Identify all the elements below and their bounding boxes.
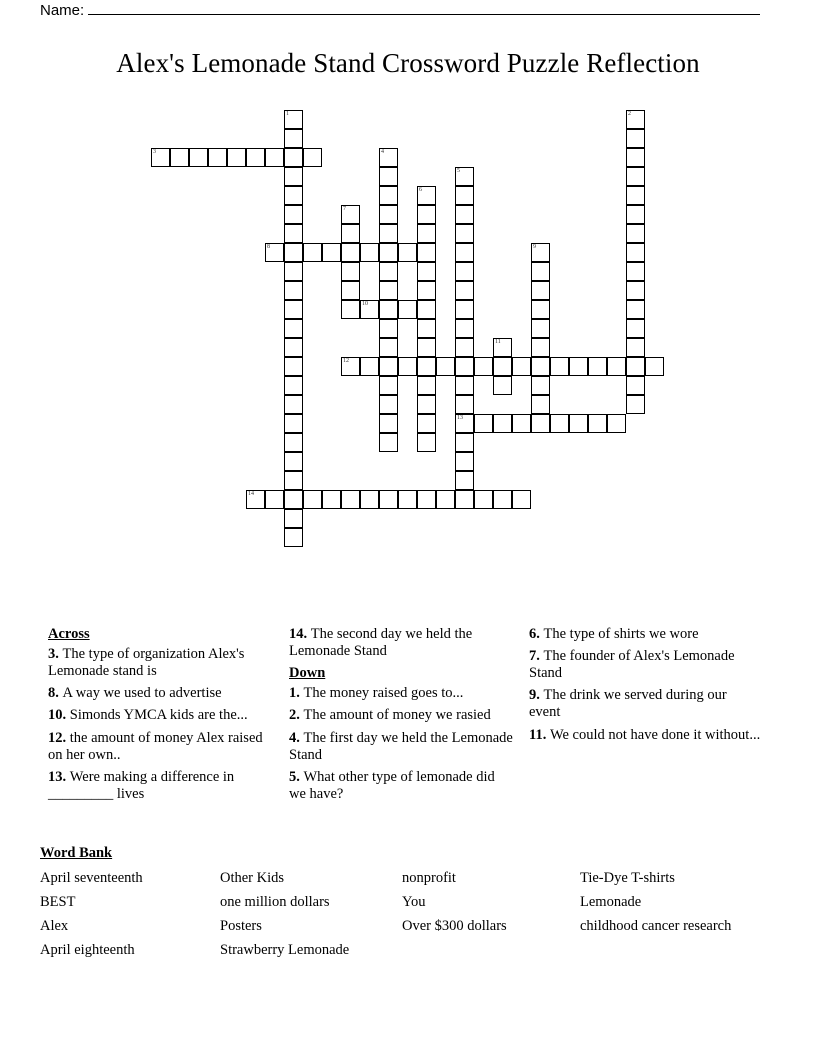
crossword-cell[interactable] [379,357,398,376]
crossword-cell[interactable] [284,414,303,433]
crossword-cell[interactable] [341,262,360,281]
crossword-cell[interactable] [284,452,303,471]
clue-text: The money raised goes to... [303,685,464,702]
crossword-cell[interactable] [417,281,436,300]
clue-item [289,769,513,803]
crossword-cell[interactable] [360,300,379,319]
crossword-cell-number: 14 [248,491,254,497]
word-bank-word[interactable]: Posters [220,918,262,934]
crossword-cell[interactable] [284,471,303,490]
crossword-cell[interactable] [455,433,474,452]
crossword-cell[interactable] [474,490,493,509]
crossword-cell[interactable] [626,281,645,300]
crossword-cell[interactable] [417,433,436,452]
crossword-cell[interactable] [379,281,398,300]
crossword-cell[interactable] [360,490,379,509]
crossword-cell[interactable] [303,148,322,167]
word-bank-word[interactable]: Over $300 dollars [402,918,507,934]
crossword-cell[interactable] [436,357,455,376]
crossword-cell[interactable] [265,148,284,167]
crossword-cell[interactable] [417,338,436,357]
crossword-cell[interactable] [341,300,360,319]
word-bank-word[interactable]: April seventeenth [40,870,143,886]
crossword-cell[interactable] [436,490,455,509]
across-clue-list-part2 [289,626,513,660]
crossword-cell[interactable] [284,509,303,528]
crossword-cell[interactable] [550,414,569,433]
clue-number: 10. [48,707,70,724]
crossword-cell[interactable] [455,224,474,243]
name-label: Name: [40,2,85,19]
crossword-cell[interactable] [626,300,645,319]
crossword-cell[interactable] [284,395,303,414]
name-field-row [40,0,760,26]
crossword-cell[interactable] [626,224,645,243]
crossword-cell[interactable] [626,338,645,357]
crossword-cell[interactable] [208,148,227,167]
crossword-cell[interactable] [607,414,626,433]
crossword-cell[interactable] [417,395,436,414]
crossword-cell[interactable] [455,414,474,433]
clue-item [529,727,761,744]
clue-number: 3. [48,646,63,663]
crossword-cell[interactable] [455,205,474,224]
clue-text: The type of shirts we wore [543,626,699,642]
crossword-cell[interactable] [531,243,550,262]
crossword-cell[interactable] [417,262,436,281]
crossword-cell[interactable] [379,148,398,167]
word-bank-word[interactable]: April eighteenth [40,942,135,958]
crossword-cell[interactable] [284,528,303,547]
word-bank-word[interactable]: childhood cancer research [580,918,732,934]
clue-item [48,646,276,680]
word-bank-word[interactable]: BEST [40,894,76,910]
name-blank-line[interactable] [88,0,760,15]
crossword-cell[interactable] [626,129,645,148]
crossword-cell[interactable] [626,167,645,186]
crossword-cell[interactable] [398,243,417,262]
crossword-cell[interactable] [246,490,265,509]
crossword-cell-number: 13 [457,415,463,421]
crossword-cell[interactable] [455,167,474,186]
word-bank-word[interactable]: You [402,894,426,910]
clue-item [529,626,761,643]
crossword-cell[interactable] [474,357,493,376]
crossword-cell[interactable] [626,262,645,281]
crossword-cell[interactable] [493,376,512,395]
crossword-cell[interactable] [341,224,360,243]
crossword-cell[interactable] [531,319,550,338]
crossword-cell[interactable] [550,357,569,376]
crossword-cell[interactable] [151,148,170,167]
crossword-cell[interactable] [493,414,512,433]
crossword-cell[interactable] [360,243,379,262]
word-bank-word[interactable]: Tie-Dye T-shirts [580,870,675,886]
crossword-cell[interactable] [455,262,474,281]
crossword-cell-number: 3 [153,149,156,155]
crossword-cell[interactable] [626,376,645,395]
crossword-cell[interactable] [417,376,436,395]
clue-text: What other type of lemonade did we have? [289,768,495,802]
crossword-cell[interactable] [398,300,417,319]
crossword-cell[interactable] [626,357,645,376]
crossword-cell[interactable] [379,167,398,186]
crossword-cell[interactable] [512,357,531,376]
crossword-cell[interactable] [417,414,436,433]
crossword-cell[interactable] [512,490,531,509]
crossword-cell[interactable] [569,414,588,433]
crossword-cell[interactable] [341,490,360,509]
crossword-cell[interactable] [303,243,322,262]
crossword-cell[interactable] [607,357,626,376]
crossword-cell[interactable] [379,414,398,433]
crossword-cell[interactable] [417,243,436,262]
crossword-cell[interactable] [227,148,246,167]
crossword-cell[interactable] [265,490,284,509]
crossword-cell[interactable] [379,243,398,262]
crossword-cell[interactable] [417,319,436,338]
crossword-cell[interactable] [645,357,664,376]
crossword-cell[interactable] [284,490,303,509]
clue-number: 2. [289,707,304,724]
crossword-cell-number: 4 [381,149,384,155]
crossword-cell-number: 7 [343,206,346,212]
crossword-cell[interactable] [455,357,474,376]
crossword-cell[interactable] [626,319,645,338]
clue-text: A way we used to advertise [62,685,222,702]
crossword-cell-number: 12 [343,358,349,364]
word-bank-list [40,870,780,959]
word-bank-heading: Word Bank [40,845,113,861]
crossword-cell[interactable] [531,357,550,376]
word-bank-section [40,845,780,959]
crossword-cell[interactable] [588,414,607,433]
clue-number: 1. [289,685,304,702]
word-bank-word[interactable]: Lemonade [580,894,642,910]
crossword-cell[interactable] [341,243,360,262]
crossword-cell[interactable] [265,243,284,262]
clues-section [40,626,780,826]
crossword-cell-number: 2 [628,111,631,117]
crossword-cell[interactable] [417,205,436,224]
crossword-cell[interactable] [531,300,550,319]
crossword-cell-number: 1 [286,111,289,117]
crossword-cell-number: 9 [533,244,536,250]
crossword-cell[interactable] [417,186,436,205]
crossword-cell[interactable] [417,224,436,243]
crossword-cell[interactable] [284,319,303,338]
crossword-cell[interactable] [284,224,303,243]
crossword-cell[interactable] [569,357,588,376]
crossword-cell[interactable] [493,357,512,376]
clue-number: 9. [529,687,544,704]
crossword-cell[interactable] [284,433,303,452]
clue-text: We could not have done it without... [549,726,761,743]
crossword-grid[interactable] [0,100,816,570]
crossword-cell-number: 5 [457,168,460,174]
crossword-cell[interactable] [398,490,417,509]
clue-text: The amount of money we rasied [303,707,491,724]
clue-text: The first day we held the Lemonade Stand [289,729,513,763]
crossword-cell[interactable] [246,148,265,167]
crossword-cell[interactable] [455,395,474,414]
crossword-cell[interactable] [284,110,303,129]
crossword-cell[interactable] [626,395,645,414]
crossword-cell[interactable] [284,129,303,148]
clue-item [289,707,513,724]
crossword-cell[interactable] [531,338,550,357]
crossword-cell[interactable] [284,205,303,224]
clue-number: 8. [48,685,63,702]
down-clue-list-part1 [289,685,513,803]
word-bank-word[interactable]: Strawberry Lemonade [220,942,350,958]
crossword-cell[interactable] [531,262,550,281]
word-bank-word[interactable]: Alex [40,918,69,934]
crossword-cell[interactable] [474,414,493,433]
clue-number: 4. [289,729,304,746]
crossword-cell[interactable] [379,262,398,281]
page-title: Alex's Lemonade Stand Crossword Puzzle Reflection [116,48,700,78]
crossword-cell[interactable] [417,490,436,509]
crossword-cell[interactable] [341,357,360,376]
crossword-cell[interactable] [170,148,189,167]
crossword-cell[interactable] [284,148,303,167]
clue-text: The type of organization Alex's Lemonade stand is [48,646,245,680]
crossword-cell[interactable] [379,205,398,224]
clue-number: 13. [48,768,70,785]
crossword-cell[interactable] [455,490,474,509]
crossword-cell[interactable] [284,300,303,319]
crossword-cell[interactable] [455,281,474,300]
clues-column-1 [48,626,276,808]
clue-text: The second day we held the Lemonade Stand [289,626,473,660]
crossword-cell[interactable] [379,338,398,357]
crossword-cell[interactable] [626,243,645,262]
crossword-cell[interactable] [626,186,645,205]
clues-column-2 [289,626,513,808]
clue-number: 7. [529,648,544,665]
clue-item [48,730,276,764]
crossword-cell[interactable] [379,319,398,338]
crossword-cell[interactable] [531,281,550,300]
crossword-cell[interactable] [284,357,303,376]
crossword-cell[interactable] [531,376,550,395]
clue-text: The drink we served during our event [529,687,727,721]
word-bank-word[interactable]: Other Kids [220,870,285,886]
crossword-cell[interactable] [379,433,398,452]
crossword-cell[interactable] [626,148,645,167]
clue-item [529,687,761,721]
crossword-cell[interactable] [512,414,531,433]
crossword-cell[interactable] [284,281,303,300]
word-bank-word[interactable]: nonprofit [402,870,456,886]
crossword-cell[interactable] [455,300,474,319]
crossword-cell[interactable] [189,148,208,167]
crossword-cell[interactable] [398,357,417,376]
crossword-cell[interactable] [284,262,303,281]
crossword-cell[interactable] [284,186,303,205]
down-heading: Down [289,665,326,682]
clue-item [529,648,761,682]
crossword-cell-number: 8 [267,244,270,250]
crossword-cell[interactable] [379,300,398,319]
clue-number: 12. [48,729,70,746]
crossword-cell-number: 11 [495,339,501,345]
clue-item [289,730,513,764]
crossword-cell-number: 6 [419,187,422,193]
crossword-cell[interactable] [379,186,398,205]
crossword-cell[interactable] [455,319,474,338]
clue-text: Simonds YMCA kids are the... [69,707,248,724]
crossword-cell[interactable] [455,338,474,357]
crossword-cell[interactable] [322,490,341,509]
crossword-cell[interactable] [379,490,398,509]
clue-item [48,685,276,702]
clue-item [289,685,513,702]
crossword-cell[interactable] [493,490,512,509]
crossword-cell[interactable] [379,376,398,395]
crossword-cell[interactable] [417,357,436,376]
crossword-cell[interactable] [455,243,474,262]
crossword-cell[interactable] [341,205,360,224]
clue-item [289,626,513,660]
crossword-cell[interactable] [455,471,474,490]
crossword-cell[interactable] [588,357,607,376]
clue-number: 6. [529,626,544,642]
word-bank-word[interactable]: one million dollars [220,894,330,910]
crossword-cell[interactable] [379,224,398,243]
clue-item [48,707,276,724]
crossword-cell[interactable] [455,376,474,395]
across-clue-list-part1 [48,646,276,803]
crossword-cell-number: 10 [362,301,368,307]
crossword-cell[interactable] [493,338,512,357]
crossword-cell[interactable] [531,395,550,414]
crossword-cell[interactable] [360,357,379,376]
crossword-cell[interactable] [531,414,550,433]
crossword-cell[interactable] [322,243,341,262]
crossword-cell[interactable] [417,300,436,319]
crossword-cell[interactable] [455,186,474,205]
clue-number: 11. [529,726,550,743]
across-heading: Across [48,626,90,642]
crossword-cell[interactable] [284,243,303,262]
crossword-cell[interactable] [284,338,303,357]
clue-text: The founder of Alex's Lemonade Stand [529,648,735,682]
clue-number: 14. [289,626,311,642]
crossword-cell[interactable] [626,205,645,224]
crossword-cell[interactable] [455,452,474,471]
clue-item [48,769,276,803]
crossword-cell[interactable] [379,395,398,414]
clue-number: 5. [289,768,304,785]
clue-text: the amount of money Alex raised on her own.. [48,729,263,763]
crossword-cell[interactable] [626,110,645,129]
down-clue-list-part2 [529,626,761,744]
crossword-cell[interactable] [341,281,360,300]
clue-text: Were making a difference in _________ lives [48,768,235,802]
crossword-cell[interactable] [284,167,303,186]
crossword-cell[interactable] [284,376,303,395]
clues-column-3 [529,626,761,749]
crossword-cell[interactable] [303,490,322,509]
